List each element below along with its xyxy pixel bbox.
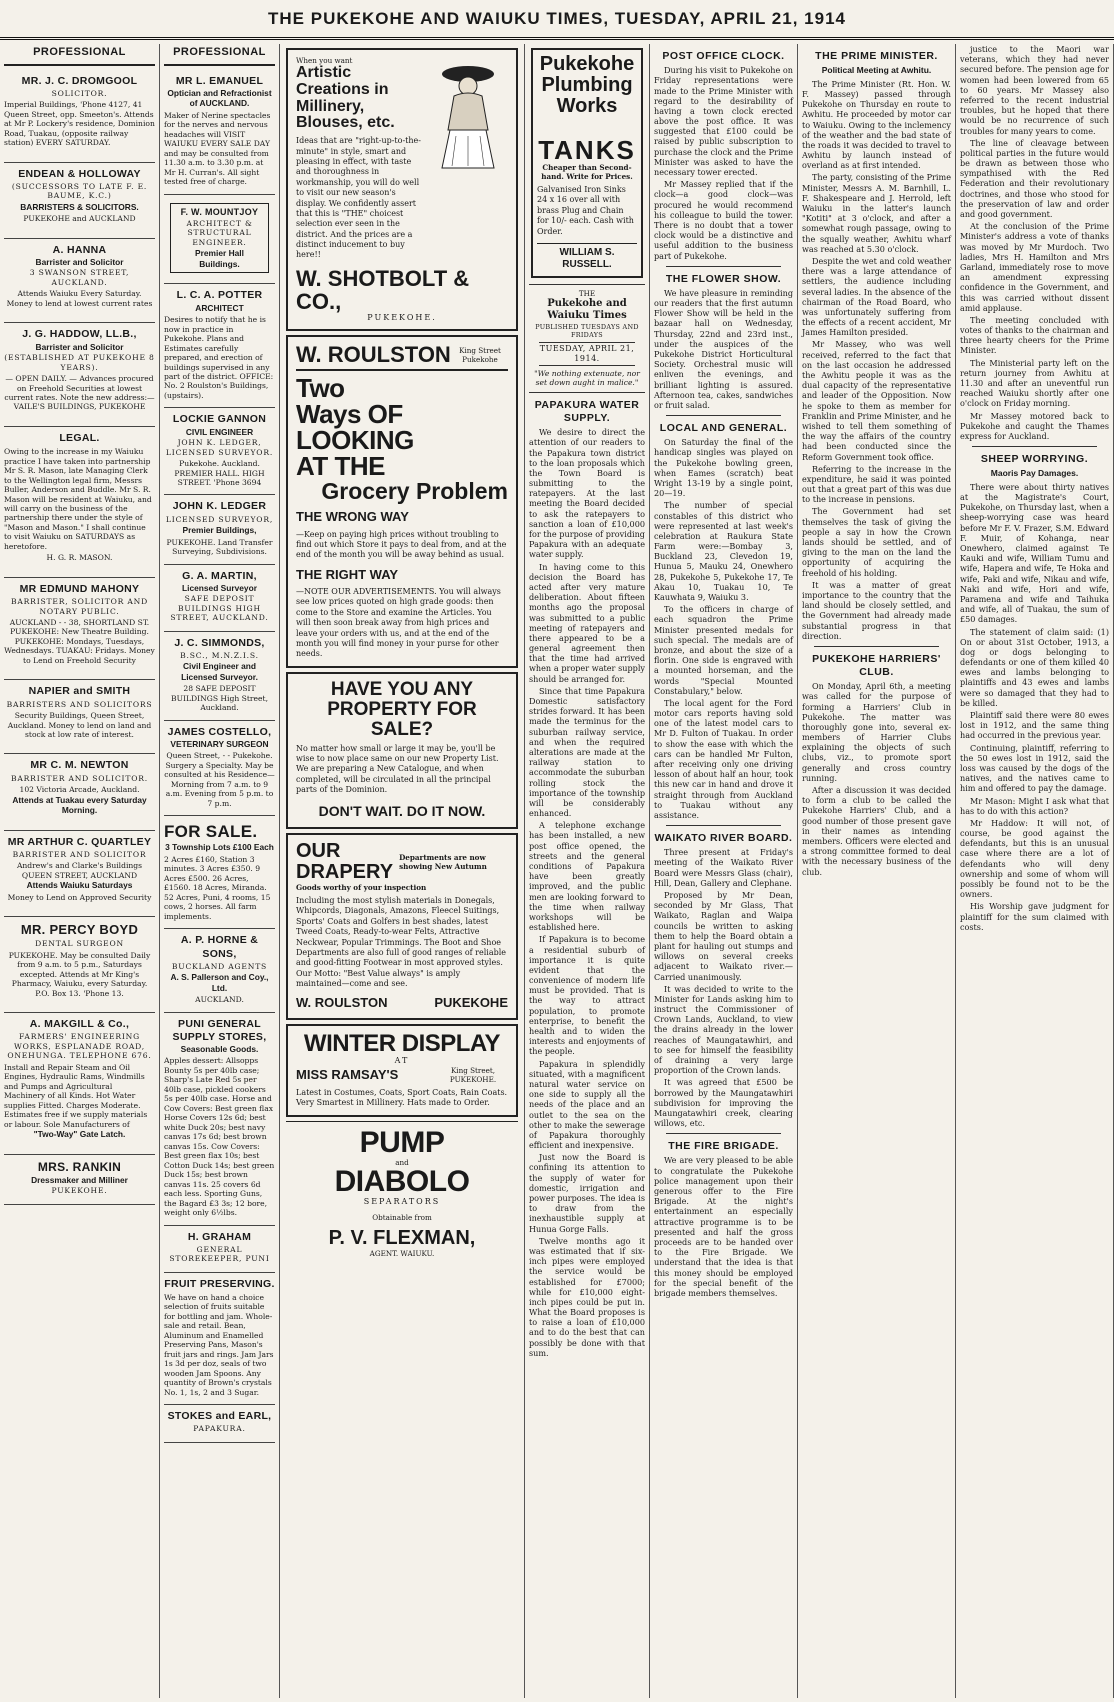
card-title: BARRISTER AND SOLICITOR. [11,773,148,783]
card-sub: ARCHITECT [195,302,244,313]
card-name: NAPIER and SMITH [28,685,131,698]
card-sub: Premier Buildings, [182,525,257,536]
card-name: FRUIT PRESERVING. [164,1277,275,1290]
ad-word-pump: PUMP [359,1125,445,1159]
card-name: A. HANNA [52,243,107,256]
woman-illustration-icon [428,60,508,170]
article-paragraph: The local agent for the Ford motor cars reports having sold one of the latest model cars to Mr D. Fulton of Tuakau. In order to show the ease with which the cars can be handled Mr Fulton, after receiving only one driving lesson of about half an hour, took this new car in hand and drove it straight through from Auckland to Tuakau without any assistance. [654,697,793,820]
article-paragraph: Just now the Board is confining its attention to the supply of water for domestic, irrigation and power purposes. The idea is to draw from the inexhaustible supply at Hunua Gorge Falls. [529,1152,645,1234]
article-paragraph: The Ministerial party left on the return journey from Awhitu at 11.30 and after an uneventful run reached Waiuku shortly after one o'clock on Friday morning. [960,357,1109,409]
ad-sub: Goods worthy of your inspection [296,882,427,892]
card-name: J. G. HADDOW, LL.B., [22,328,137,341]
card-name: J. C. SIMMONDS, [174,636,265,649]
ad-headline: Pukekohe Plumbing Works [539,53,635,117]
article-paragraph: There were about thirty natives at the Magistrate's Court, Pukekohe, on Thursday last, when a sheep-worrying case was heard before Mr F. V. Frazer, S.M. Edward F. Muir, of Kohanga, near Onewhero, claimed against Te Kauki and wife, William Tumu and wife, Hapera and wife, Te Hoka and wife, Paki and wife, Nikau and wife, Naki and wife, Hori and wife, Paramena and wife and Taihuka and wife, all of Tuakau, the sum of £50 damages. [960,481,1109,625]
card-name: PUNI GENERAL SUPPLY STORES, [172,1017,267,1043]
nameplate-title: Pukekohe and Waiuku Times [547,297,627,322]
card-haddow [4,323,155,427]
card-name: MR ARTHUR C. QUARTLEY [7,835,152,848]
card-puni-stores [164,1013,275,1226]
nameplate-motto: "We nothing extenuate, nor set down aught in malice." [534,368,640,388]
card-title: ARCHITECT & STRUCTURAL ENGINEER. [186,219,253,247]
ad-headline: OUR DRAPERY [296,839,394,883]
article-title: WAIKATO RIVER BOARD. [654,832,793,845]
card-title: LICENSED SURVEYOR, [165,514,274,524]
card-body: AUCKLAND. [195,995,244,1005]
card-title: 3 SWANSON STREET, AUCKLAND. [29,268,130,287]
divider [972,446,1097,447]
ad-headline-2: Grocery Problem [321,478,508,505]
card-title: SAFE DEPOSIT BUILDINGS HIGH STREET, AUCKLAND. [170,594,269,623]
ad-firm: P. V. FLEXMAN, [328,1226,476,1249]
article-paragraph: On Saturday the final of the handicap singles was played on the Pukekohe bowling green, when Eames (scratch) beat Wright 13-19 by a single point, 20—19. [654,437,793,499]
ad-section-wrong-body: —Keep on paying high prices without troubling to find out which Store it pays to deal from, and at the end of the month you will be away behind as usual. [296,529,507,560]
mountjoy-box [170,203,269,274]
article-paragraph: Three present at Friday's meeting of the Waikato River Board were Messrs Glass (chair), Hill, Dean, Gallery and Clephane. [654,847,793,888]
card-rankin [4,1155,155,1205]
article-local-general [654,422,793,820]
ad-plumbing [531,48,643,278]
newspaper-nameplate [529,284,645,393]
article-post-office-clock [654,50,793,261]
ad-headline: Artistic Creations in Millinery, Blouses, etc. [296,64,395,132]
card-body: Owing to the increase in my Waiuku practice I have taken into partnership Mr S. R. Mason, late Managing Clerk to the Wellington legal firm, Messrs Buller, Anderson and Buddle. Mr S. R. Mason will be resident at Waiuku, and will carry on the business of the partnership there under the style of "Mason and Mason." I shall continue to visit Waiuku on SATURDAYS as heretofore. [4,447,152,551]
article-harriers-club [802,653,951,877]
article-title: POST OFFICE CLOCK. [662,50,785,62]
card-signature: H. G. R. MASON. [46,553,113,563]
article-paragraph: The party, consisting of the Prime Minister, Messrs A. M. Barnhill, L. F. Shakespeare and J. Herrold, left Waiuku in the latter's launch "Kotiti" at 3 o'clock, and after a somewhat rough passage, owing to the squally weather, Awhitu wharf was reached at 5.30 o'clock. [802,172,951,254]
article-paragraph: On Monday, April 6th, a meeting was called for the purpose of forming a Harriers' Club in Pukekohe. The matter was thoroughly gone into, several ex-members of Harrier Clubs explaining the objects of such clubs, viz., to promote sport generally and cross country running. [802,681,951,783]
article-sheep-worrying [960,453,1109,932]
ad-headline: Two Ways OF LOOKING AT THE [296,373,414,482]
nameplate-published: PUBLISHED TUESDAYS AND FRIDAYS [535,322,639,339]
card-hanna [4,239,155,324]
article-paragraph: In having come to this decision the Board has acted after very mature deliberation. About fifteen months ago the proposal was submitted to a public meeting of ratepayers and there appeared to be a general agreement then that the time had arrived when a proper water supply should be arranged for. [529,561,645,684]
article-paragraph: His Worship gave judgment for plaintiff for the sum claimed with costs. [960,901,1109,932]
card-title: BARRISTERS AND SOLICITORS [6,699,153,709]
ad-winter-display [286,1024,518,1117]
card-title: PUKEKOHE. [51,1186,108,1196]
card-body: — OPEN DAILY. — Advances procured on Freehold Securities at lowest current rates. Note the new address:— VAILE'S BUILDINGS, PUKEKOHE [4,374,155,412]
card-title: GENERAL STOREKEEPER, PUNI [169,1244,270,1264]
article-paragraph: The line of cleavage between political parties in the future would be drawn as between those who sympathised with the Red Federation and their revolutionary doctrines, and those who stood for the preservation of law and order and good government. [960,137,1109,219]
article-flower-show [654,273,793,410]
article-paragraph: We are very pleased to be able to congratulate the Pukekohe police management upon their generous offer to the Fire Brigade. At the night's entertainment an especially attractive programme is to be presented and half the gross proceeds are to be handed over to the Fire Brigade. We understand that the idea is that this money should be employed for the special benefit of the brigade members themselves. [654,1155,793,1298]
ad-obtainable: Obtainable from [372,1212,432,1222]
card-sub: Optician and Refractionist of AUCKLAND. [167,87,272,109]
card-sub: A. S. Pallerson and Coy., Ltd. [170,972,269,993]
article-paragraph: Mr Massey replied that if the clock—a good clock—was procured he would recommend his colleague to build the tower. There is no doubt that a tower clock would be a distinctive and useful addition to the business part of Pukekohe. [654,179,793,261]
ad-headline: HAVE YOU ANY PROPERTY FOR SALE? [327,678,477,740]
article-title: THE PRIME MINISTER. [815,50,938,62]
card-body: Install and Repair Steam and Oil Engines, Hydraulic Rams, Windmills and Pumps and Agricultural Machinery of all Kinds. Hot Water supplies Fitted. Charges Moderate. Estimates free if we supply materials or labour. Sole Manufacturers of [4,1062,148,1129]
divider [666,1133,781,1134]
article-paragraph: justice to the Maori war veterans, which they had never secured before. The pension age for women had been lowered from 65 to 60 years. Mr Massey also referred to the recent industrial troubles, but he hoped that there would be no recurrence of such troubles for many years to come. [960,44,1109,136]
card-sub: Civil Engineer and Licensed Surveyor. [181,661,258,682]
card-title: BARRISTER, SOLICITOR AND NOTARY PUBLIC. [11,597,148,616]
card-body: 2 Acres £160, Station 3 minutes. 3 Acres £350. 9 Acres £500. 26 Acres, £1560. 18 Acres, Miranda. 52 Acres, Puni, 4 rooms, 15 cows, 2 horses. All farm implements. [164,854,271,921]
card-sub: Attends Waiuku Saturdays [26,880,133,891]
card-sub: Attends at Tuakau every Saturday Morning. [12,794,147,816]
ad-firm: MISS RAMSAY'S [296,1066,399,1082]
card-name: LOCKIE GANNON [172,413,267,426]
column-heading: PROFESSIONAL [164,44,275,66]
ad-top: When you want [296,56,353,65]
article-waikato-river-board [654,832,793,1128]
card-name: A. P. HORNE & SONS, [180,934,259,960]
card-percy-boyd [4,917,155,1013]
card-body: Apples dessert: Allsopps Bounty 5s per 40lb case; Sharp's Late Red 5s per 40lb case, pickled cookers 5s per 40lb case. Horse and Cow Covers: Best green flax Horse Covers 12s 6d; best white Duck 20s; best navy canvas 17s 6d; best brown canvas 15s. Cow Covers: Best green flax 10s; best Cotton Duck 14s; best green Duck 15s; best brown canvas 11s. 25 covers 6d each less. Sporting Guns, the Bagard £3 3s; 12 bore, weight only 6½lbs. [164,1056,275,1218]
ad-roulston-grocery [286,335,518,668]
article-paragraph: Despite the wet and cold weather there was a large attendance of settlers, the audience including several ladies. In the absence of the chairman of the Road Board, who was unfortunately suffering from the effects of a recent accident, Mr James Hamilton presided. [802,255,951,338]
article-paragraph: After a discussion it was decided to form a club to be called the Pukekohe Harriers' Club, and a good number of those present gave in their names as intending members. Officers were elected and a strong committee formed to deal with the necessary business of the club. [802,785,951,877]
article-paragraph: Mr Massey motored back to Pukekohe and caught the Thames express for Auckland. [960,410,1109,441]
card-name: H. GRAHAM [187,1230,252,1243]
card-sub: CIVIL ENGINEER [185,426,254,437]
card-sub: Licensed Surveyor [182,582,257,593]
card-body: Security Buildings, Queen Street, Auckland. Money to lend on land and stock at low rate of interest. [7,711,152,739]
card-endean [4,163,155,239]
card-name: G. A. MARTIN, [182,569,257,582]
card-name: L. C. A. POTTER [176,289,263,302]
card-name: MR C. M. NEWTON [30,759,129,772]
card-martin [164,565,275,632]
ad-sub: Cheaper than Second-hand. Write for Prices. [541,163,633,181]
article-subtitle: Political Meeting at Awhitu. [821,65,932,76]
ad-shotbolt [286,48,518,331]
divider [814,646,939,647]
card-footer: Money to Lend on Approved Security [7,892,152,902]
article-paragraph: Continuing, plaintiff, referring to the 50 ewes lost in 1912, said the loss was caused by the dogs of the natives, and the natives came to him and offered to pay the damage. [960,742,1109,794]
article-paragraph: Mr Mason: Might I ask what that has to do with this action? [960,795,1109,816]
nameplate-the: THE [578,288,596,298]
card-title: SOLICITOR. [51,88,108,98]
card-title: DENTAL SURGEON [35,939,124,949]
article-paragraph: During his visit to Pukekohe on Friday representations were made to the Prime Minister with regard to the desirability of having a town clock erected above the post office. It was suggested that £100 could be raised by public subscription to purchase the clock and the Prime Minister was asked to have the necessary tower erected. [654,65,793,177]
card-body: Maker of Nerine spectacles for the nerves and nervous headaches will VISIT WAIUKU EVERY SALE DAY and may be consulted from 11.30 a.m. to 3.30 p.m. at Mr H. Curran's. All sight tested free of charge. [164,110,271,187]
ad-property [286,672,518,829]
card-title: (ESTABLISHED AT PUKEKOHE 8 YEARS). [4,353,155,372]
column-heading: PROFESSIONAL [4,44,155,66]
card-title: JOHN K. LEDGER, LICENSED SURVEYOR. [165,438,274,457]
card-costello [164,721,275,817]
ad-body: Including the most stylish materials in Donegals, Whipcords, Diagonals, Amazons, Fleecel Suitings, Sports' Coats and Golfers in best shades, latest Tweed Coats, Ready-to-wear Felts, Attractive Neckwear, Popular Trimmings. The Boot and Shoe Departments are also full of good ranges of reliable and good-fitting Footwear in most approved styles. Our Motto: "Best Value always" is amply maintained—come and see. [296,895,507,989]
card-horne [164,929,275,1012]
article-paragraph: We desire to direct the attention of our readers to the Papakura town district to the loan proposals which the Town Board is submitting to the ratepayers. At the last meeting the Board decided to ask the ratepayers to sanction a loan of £10,000 for the purpose of providing Papakura with an adequate water supply. [529,427,645,560]
card-title: BUCKLAND AGENTS [171,961,268,971]
article-prime-minister [802,50,951,641]
ad-town: PUKEKOHE. [367,313,437,323]
card-name: FOR SALE. [164,822,258,842]
card-for-sale [164,816,275,929]
card-body: AUCKLAND - - 38, SHORTLAND ST. PUKEKOHE: New Theatre Building. PUKEKOHE: Mondays, Tuesdays, Wednesdays. TUAKAU: Fridays. Money to Lend on Freehold Security [4,617,155,665]
card-quartley [4,831,155,918]
card-name: LEGAL. [59,431,100,444]
card-name: JAMES COSTELLO, [167,725,272,738]
ad-word-separators: SEPARATORS [363,1196,441,1206]
article-title: LOCAL AND GENERAL. [659,422,788,435]
card-body: We have on hand a choice selection of fruits suitable for bottling and jam. Whole-sale and retail. Bean, Aluminum and Enamelled Preserving Pans, Mason's fruit jars and rings. Jam Jars 1s 3d per doz, seals of two wooden Jam Spoons. Any quantity of Brown's crystals No. 1, 1s, 2 and 3 Sugar. [164,1292,274,1397]
article-paragraph: A telephone exchange has been installed, a new post office opened, the streets and the general conditions of Papakura have been greatly improved, and the public men are looking forward to the time when railway workshops will be established here. [529,820,645,933]
card-gannon [164,408,275,495]
article-title: THE FLOWER SHOW. [665,272,782,285]
article-paragraph: To the officers in charge of each squadron the Prime Minister presented medals for such special. The medals are of bronze, and about the size of a florin. One side is engraved with a mounted horseman, and the words "Special Mounted Constabulary," below. [654,604,793,696]
article-paragraph: Referring to the increase in the expenditure, he said it was pointed out that a great part of this was due to the increase in pensions. [802,463,951,505]
card-title: (SUCCESSORS TO LATE F. E. BAUME, K.C.) [11,181,148,201]
card-sub: "Two-Way" Gate Latch. [33,1129,126,1140]
ad-body: Galvanised Iron Sinks 24 x 16 over all with brass Plug and Chain for 10/- each. Cash with Order. [537,185,634,236]
card-body: Andrew's and Clarke's Buildings QUEEN STREET, AUCKLAND [16,861,143,880]
ad-word-and: and [395,1157,409,1167]
card-sub: Barrister and Solicitor [35,256,124,267]
card-simmonds [164,632,275,721]
article-paragraph: At the conclusion of the Prime Minister's address a vote of thanks was moved by Mr Murdoch. Two ladies, Mrs H. Hamilton and Mrs Garland, immediately rose to move an amendment expressing confidence in the Government, and this was carried without dissent amid applause. [960,221,1109,313]
column-ads-roulston [280,44,525,1698]
divider [666,825,781,826]
masthead [0,0,1114,40]
card-title: PAPAKURA. [193,1424,246,1434]
article-papakura-water [529,399,645,1358]
card-sub: Dressmaker and Milliner [31,1174,128,1185]
card-name: MRS. RANKIN [37,1159,122,1174]
card-ledger [164,495,275,564]
card-sub: 3 Township Lots £100 Each [165,842,274,853]
card-name: A. MAKGILL & Co., [29,1018,130,1031]
card-body: 102 Victoria Arcade, Auckland. [19,785,140,795]
card-name: MR L. EMANUEL [175,74,264,87]
article-title: SHEEP WORRYING. [980,453,1089,466]
article-paragraph: The meeting concluded with votes of thanks to the chairman and three hearty cheers for the Prime Minister. [960,314,1109,356]
card-napier-smith [4,680,155,754]
masthead-title: THE PUKEKOHE AND WAIUKU TIMES, TUESDAY, APRIL 21, 1914 [268,9,846,28]
article-paragraph: It was a matter of great importance to the country that the land should be closely settled, and the Government had already made substantial progress in that direction. [802,579,951,641]
article-paragraph: Proposed by Mr Dean, seconded by Mr Glass, That Waikato, Raglan and Waipa councils be written to asking them to help the Board obtain a plant for hauling out stumps and willows on several creeks adjacent to Waikato river.—Carried unanimously. [654,890,793,982]
ad-firm: W. SHOTBOLT & CO., [296,265,470,314]
card-stokes-earl [164,1405,275,1443]
card-body: PUKEKOHE and AUCKLAND [23,214,136,224]
card-body: 28 SAFE DEPOSIT BUILDINGS High Street, Auckland. [171,684,268,713]
divider [666,266,781,267]
article-fire-brigade [654,1140,793,1298]
ad-section-right: THE RIGHT WAY [296,566,399,582]
ad-body: Ideas that are "right-up-to-the-minute" in style, smart and pleasing in effect, with taste and thoroughness in workmanship, you will do well to visit our new season's display. We confidently assert that this is "THE" choicest selection ever seen in the district. And the prices are a distinct inducement to buy here!! [296,136,421,260]
card-sub: VETERINARY SURGEON [170,738,269,749]
ad-body: No matter how small or large it may be, you'll be wise to now place same on our new Property List. We are preparing a New Catalogue, and when completed, will be circulated in all the principal parts of the Dominion. [296,743,499,795]
card-body: Pukekohe. Auckland. PREMIER HALL. HIGH STREET. 'Phone 3694 [174,459,265,487]
article-prime-minister-continued [960,44,1109,441]
card-makgill [4,1013,155,1154]
card-emanuel [164,70,275,195]
card-sub: Premier Hall Buildings. [195,248,244,269]
card-title: FARMERS' ENGINEERING WORKS, ESPLANADE ROAD, ONEHUNGA. TELEPHONE 676. [7,1032,152,1061]
article-paragraph: The Prime Minister (Rt. Hon. W. F. Massey) passed through Pukekohe on Thursday en route to Awhitu. He proceeded by motor car to Waiuku. Owing to the inclemency of the weather and the bad state of the roads it was decided to travel to Awhitu by launch instead of overland as at first intended. [802,78,951,171]
card-title: BARRISTER AND SOLICITOR [12,849,147,859]
article-paragraph: Since that time Papakura Domestic satisfactory strides forward. It has been made the terminus for the suburban railway service, and when the required alterations are made at the railway station to accommodate the suburban rolling stock the importance of the township will be considerably enhanced. [529,685,645,819]
article-paragraph: The number of special constables of this district who were represented at last week's celebration at Raukura State Farm were:—Bombay 3, Buckland 23, Clevedon 19, Hunua 5, Mauku 24, Onewhero 28, Pukekohe 5, Pukekohe 17, Te Akau 10, Tuakau 10, Te Kauwhata 9, Waiuku 3. [654,500,793,602]
card-mahony [4,578,155,681]
ad-firm: WILLIAM S. RUSSELL. [537,243,637,272]
card-mountjoy [164,195,275,285]
article-title: PUKEKOHE HARRIERS' CLUB. [812,652,941,678]
card-name: MR. J. C. DROMGOOL [21,74,138,87]
card-graham [164,1226,275,1273]
ad-firm-address: King Street Pukekohe [459,345,501,364]
ad-word-diabolo: DIABOLO [334,1164,470,1198]
card-name: STOKES and EARL, [167,1410,272,1423]
ad-side: Departments are now showing New Autumn [399,852,487,871]
ad-firm: W. ROULSTON [296,995,388,1011]
column-professional-1 [0,44,160,1698]
divider [666,415,781,416]
article-paragraph: It was decided to write to the Minister for Lands asking him to instruct the Commissioner of Crown Lands, Auckland, to view the drains already in the lower reaches of Maungatawhiri, and to see for himself the feasibility of draining a very large proportion of the Crown lands. [654,983,793,1076]
ad-drapery [286,833,518,1020]
ad-cta: DON'T WAIT. DO IT NOW. [318,803,486,820]
article-paragraph: Mr Massey, who was well received, referred to the fact that on the last occasion he addressed the Awhitu people it was as the dual capacity of the representative and leader of the Opposition. Now he spoke to them as member for Franklin and Prime Minister, and he wished to tell them something of the way the affairs of the country had been conducted since the Reform Government took office. [802,339,951,462]
article-paragraph: Twelve months ago it was estimated that if six-inch pipes were employed the service would be established for £7000; while for £10,000 eight-inch pipes could be put in. What the Board proposes is to raise a loan of £10,000 and to do the best that can possibly be done with that sum. [529,1235,645,1358]
card-body: Attends Waiuku Every Saturday. Money to lend at lowest current rates [6,289,153,308]
card-name: MR EDMUND MAHONY [19,582,140,595]
article-paragraph: It was agreed that £500 be borrowed by the Maungatawhiri subdivision for improving the Maungatawhiri creek, clearing willows, etc. [654,1077,793,1129]
card-title: B.SC., M.N.Z.I.S. [180,650,259,660]
card-dromgool [4,70,155,163]
ad-body: Latest in Costumes, Coats, Sport Coats, Rain Coats. Very Smartest in Millinery. Hats made to Order. [296,1087,508,1108]
column-plumbing-editorial [525,44,650,1698]
card-body: Imperial Buildings, 'Phone 4127, 41 Queen Street, opp. Smeeton's. Attends at Mr P. Lockery's residence, Dominion Road, Tuakau, (opposite railway station) EVERY SATURDAY. [4,100,155,148]
card-name: F. W. MOUNTJOY [180,206,259,217]
article-paragraph: Mr Haddow: It will not, of course, be good against the defendants, but this is an unusual case where there are a lot of defendants who will deny ownership and some of whom will possibly be found not to be the owners. [960,817,1109,900]
card-sub: Barrister and Solicitor [35,341,124,352]
nameplate-date: TUESDAY, APRIL 21, 1914. [539,342,635,366]
card-body: PUKEKOHE. Land Transfer Surveying, Subdivisions. [166,537,273,557]
card-sub: Seasonable Goods. [180,1043,259,1054]
article-paragraph: If Papakura is to become a residential suburb of importance it is quite evident that the convenience of modern life must be provided. That is the way to attract population, to promote enterprise, to benefit the health and to widen the interests and enjoyments of the people. [529,934,645,1057]
ad-headline: WINTER DISPLAY [303,1029,501,1057]
column-news-1 [650,44,798,1698]
card-body: Queen Street, - - Pukekohe. Surgery a Specialty. May be consulted at his Residence— Morning from 7 a.m. to 9 a.m. Evening from 5 p.m. to 7 p.m. [164,751,275,808]
card-newton [4,754,155,830]
ad-town: AGENT. WAIUKU. [369,1248,435,1258]
column-professional-2 [160,44,280,1698]
column-news-2 [798,44,956,1698]
article-paragraph: Plaintiff said there were 80 ewes lost in 1912, and the same thing had occurred in the previous year. [960,710,1109,741]
card-body: Desires to notify that he is now in practice in Pukekohe. Plans and Estimates carefully prepared, and erection of buildings supervised in any part of the district. OFFICE: No. 2 Roulston's Buildings, (upstairs). [164,315,274,400]
card-potter [164,284,275,408]
article-paragraph: We have pleasure in reminding our readers that the first autumn Flower Show will be held in the bazaar hall on Wednesday, Thursday, 22nd and 23rd inst., under the auspices of the Pukekohe District Horticultural Society. Orchestral music will enliven the evenings, and brilliant lighting is assured. Afternoon tea, cakes, sandwiches or fruit salad. [654,287,793,410]
card-fruit-preserving [164,1273,275,1405]
article-subtitle: Maoris Pay Damages. [990,468,1079,479]
ad-town: PUKEKOHE [434,995,508,1011]
column-news-3 [956,44,1114,1698]
ad-section-wrong: THE WRONG WAY [296,509,409,525]
article-paragraph: The Government had set themselves the task of giving the people a say in how the Crown lands should be settled, and of giving to the man on the land the opportunity of acquiring the freehold of his holding. [802,506,951,578]
ad-pump-diabolo [286,1121,518,1264]
card-name: JOHN K. LEDGER [172,500,267,513]
article-title: THE FIRE BRIGADE. [668,1140,779,1153]
article-title: PAPAKURA WATER SUPPLY. [534,398,640,425]
ad-at: AT [394,1055,410,1065]
ad-firm: W. ROULSTON [296,342,451,368]
ad-tanks: TANKS [538,135,636,165]
card-body: PUKEKOHE. May be consulted Daily from 9 a.m. to 5 p.m., Saturdays excepted. Attends at Mr King's Pharmacy, Waiuku, every Saturday. P.O. Box 13. 'Phone 13. [8,950,151,998]
card-sub: BARRISTERS & SOLICITORS. [20,201,139,212]
article-paragraph: Papakura in splendidly situated, with a magnificent natural water service on one side to supply all the needs of the place and an outlet to the sea on the other to make the sewerage of Papakura thoroughly efficient and inexpensive. [529,1058,645,1151]
card-name: MR. PERCY BOYD [20,922,139,938]
ad-address: King Street, PUKEKOHE. [449,1065,497,1084]
card-legal [4,427,155,578]
card-name: ENDEAN & HOLLOWAY [18,167,141,180]
ad-section-right-body: —NOTE OUR ADVERTISEMENTS. You will always see low prices quoted on high grade goods: then come to the Store and examine the Articles. You will then soon break away from high prices and leave your orders with us, and at the end of the month you will find money in your purse for other needs. [296,586,501,659]
article-paragraph: The statement of claim said: (1) On or about 31st October, 1913, a dog or dogs belonging to defendants or one of them killed 40 ewes and lambs belonging to plaintiffs and 43 ewes and lambs were so damaged that they had to be killed. [960,626,1109,708]
